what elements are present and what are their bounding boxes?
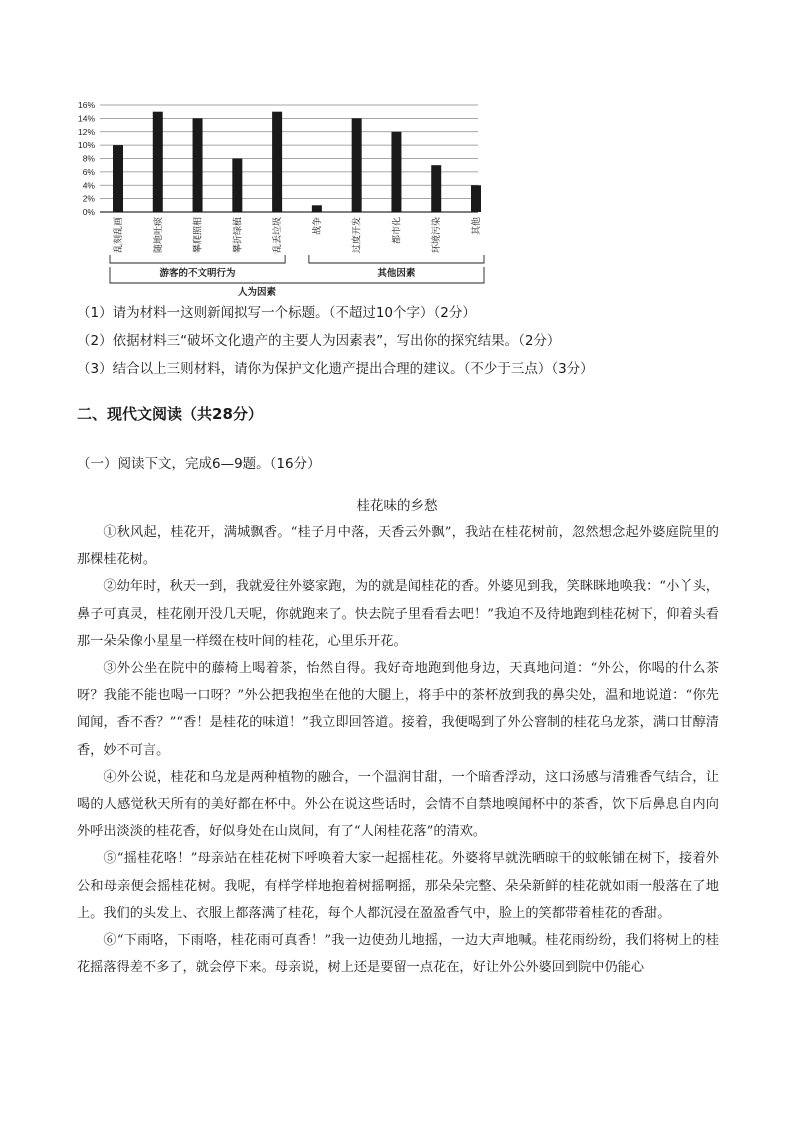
x-tick-label: 环境污染 <box>432 217 443 254</box>
bar <box>391 132 401 212</box>
bar <box>113 145 123 212</box>
y-tick-label: 16% <box>77 100 95 110</box>
section-title: 二、现代文阅读（共28分） <box>77 405 263 423</box>
paragraph-5: ⑤“摇桂花咯！”母亲站在桂花树下呼唤着大家一起摇桂花。外婆将早就洗晒晾干的蚊帐铺在树下，接着外公和母亲便会摇桂花树。我呢，有样学样地抱着树摇啊摇，那朵朵完整、朵朵新鲜的桂花就如雨一般落在了地上。我们的头发上、衣服上都落满了桂花，每个人都沉浸在盈盈香气中，脸上的笑都带着桂花的香甜。 <box>77 851 719 921</box>
human-factors-bar-chart <box>60 95 490 305</box>
x-tick-label: 乱刻乱画 <box>114 217 124 254</box>
bar <box>193 118 203 212</box>
group-label: 其他因素 <box>377 268 416 279</box>
bar <box>471 185 481 212</box>
question-2: （2）依据材料三“破坏文化遗产的主要人为因素表”，写出你的探究结果。（2分） <box>77 333 561 349</box>
question-1: （1）请为材料一这则新闻拟写一个标题。（不超过10个字）（2分） <box>77 305 476 321</box>
paragraph-4: ④外公说，桂花和乌龙是两种植物的融合，一个温润甘甜，一个暗香浮动，这口汤感与清雅香气结合，让喝的人感觉秋天所有的美好都在杯中。外公在说这些话时，会情不自禁地嗅闻杯中的茶香，饮下后鼻息自内向外呼出淡淡的桂花香，好似身处在山岚间，有了“人闲桂花落”的清欢。 <box>77 769 719 840</box>
outer-group-label: 人为因素 <box>237 287 277 298</box>
x-tick-label: 都市化 <box>392 217 403 245</box>
paragraph-2: ②幼年时，秋天一到，我就爱往外婆家跑，为的就是闻桂花的香。外婆见到我，笑眯眯地唤我：“小丫头，鼻子可真灵，桂花刚开没几天呢，你就跑来了。快去院子里看看去吧！”我迫不及待地跑到桂花树下，仰着头看那一朵朵像小星星一样缀在枝叶间的桂花，心里乐开花。 <box>77 579 719 649</box>
y-tick-label: 10% <box>77 140 95 151</box>
bar <box>272 112 282 212</box>
x-tick-label: 攀爬照相 <box>193 217 204 254</box>
bar <box>232 159 242 213</box>
bar <box>153 112 163 212</box>
y-tick-label: 14% <box>77 113 95 124</box>
paragraph-1: ①秋风起，桂花开，满城飘香。“桂子月中落，天香云外飘”，我站在桂花树前，忽然想念起外婆庭院里的那棵桂花树。 <box>77 525 719 568</box>
x-axis-labels <box>112 217 482 253</box>
chart-bars <box>113 112 481 212</box>
article-title: 桂花味的乡愁 <box>356 498 438 514</box>
paragraph-6: ⑥“下雨咯，下雨咯，桂花雨可真香！”我一边使劲儿地摇，一边大声地喊。桂花雨纷纷，我们将树上的桂花摇落得差不多了，就会停下来。母亲说，树上还是要留一点花在，好让外公外婆回到院中仍能心 <box>77 933 719 976</box>
bar <box>431 165 441 212</box>
group-label: 游客的不文明行为 <box>159 268 236 279</box>
bar <box>312 205 322 212</box>
x-tick-label: 随地吐痰 <box>153 217 164 254</box>
subsection-title: （一）阅读下文，完成6—9题。（16分） <box>77 456 321 472</box>
y-tick-label: 8% <box>82 153 95 164</box>
group-bracket <box>110 255 285 263</box>
group-brackets <box>110 255 484 298</box>
x-tick-label: 过度开发 <box>352 217 363 254</box>
x-tick-label: 攀折绿植 <box>233 217 244 254</box>
y-axis-ticks <box>78 100 95 217</box>
x-tick-label: 乱丢垃圾 <box>273 217 284 254</box>
group-bracket <box>309 255 484 263</box>
y-tick-label: 4% <box>82 180 95 191</box>
y-tick-label: 0% <box>82 207 95 217</box>
question-3: （3）结合以上三则材料，请你为保护文化遗产提出合理的建议。（不少于三点）（3分） <box>77 361 594 377</box>
paragraph-3: ③外公坐在院中的藤椅上喝着茶，怡然自得。我好奇地跑到他身边，天真地问道：“外公，你喝的什么茶呀？我能不能也喝一口呀？”外公把我抱坐在他的大腿上，将手中的茶杯放到我的鼻尖处，温和地说道：“你先闻闻，香不香？”“香！是桂花的味道！”我立即回答道。接着，我便喝到了外公窨制的桂花乌龙茶，满口甘醇清香，妙不可言。 <box>77 661 719 758</box>
bar <box>352 118 362 212</box>
x-tick-label: 战争 <box>312 217 323 236</box>
article-body <box>77 519 719 981</box>
y-tick-label: 6% <box>82 166 95 177</box>
y-tick-label: 12% <box>77 126 95 137</box>
y-tick-label: 2% <box>82 193 95 204</box>
x-tick-label: 其他 <box>472 217 482 236</box>
